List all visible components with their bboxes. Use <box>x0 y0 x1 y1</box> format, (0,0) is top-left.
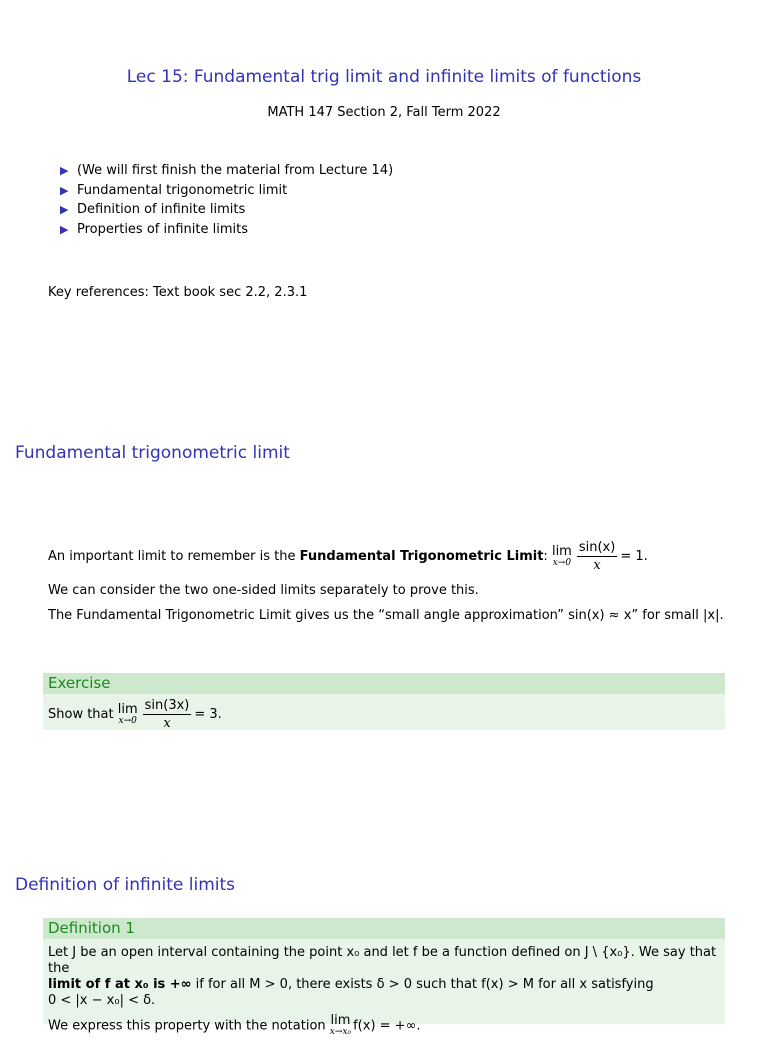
bullet-triangle-icon: ▶ <box>60 164 69 177</box>
one-sided-limits-note: We can consider the two one-sided limits separately to prove this. <box>48 583 479 598</box>
limit-operator: lim x→x₀ <box>329 1013 352 1037</box>
definition-line: Let J be an open interval containing the point x₀ and let f be a function defined on J \ {x₀}. We say that the <box>48 945 717 976</box>
definition-notation-line: We express this property with the notation lim x→x₀ f(x) = +∞. <box>48 1013 421 1037</box>
outline-item: ▶ Properties of infinite limits <box>60 220 393 240</box>
section-heading-trig-limit: Fundamental trigonometric limit <box>15 443 290 463</box>
exercise-body: Show that lim x→0 $\frac{\sin(3x)}{x}$ = 3. <box>48 698 222 731</box>
outline-item: ▶ Fundamental trigonometric limit <box>60 181 393 201</box>
bullet-triangle-icon: ▶ <box>60 222 69 236</box>
small-angle-note: The Fundamental Trigonometric Limit gives us the “small angle approximation” sin(x) ≈ x” for small |x|. <box>48 608 724 623</box>
fraction: $\frac{\sin(3x)}{x}$ <box>144 698 190 731</box>
section-heading-infinite-limits: Definition of infinite limits <box>15 875 235 895</box>
definition-line: limit of f at x₀ is +∞ if for all M > 0, there exists δ > 0 such that f(x) > M for all x satisfying <box>48 977 654 992</box>
limit-operator: lim x→0 <box>551 543 572 568</box>
exercise-block <box>43 673 725 730</box>
outline-item: ▶ Definition of infinite limits <box>60 200 393 220</box>
lecture-title: Lec 15: Fundamental trig limit and infinite limits of functions <box>126 67 642 87</box>
course-subtitle: MATH 147 Section 2, Fall Term 2022 <box>267 105 501 120</box>
bullet-triangle-icon: ▶ <box>60 203 69 216</box>
definition-line: 0 < |x − x₀| < δ. <box>48 993 156 1008</box>
fraction: $\frac{\sin(x)}{x}$ <box>578 540 616 573</box>
trig-limit-statement: An important limit to remember is the Fundamental Trigonometric Limit: lim x→0 $\frac{\sin(x)}{x}$ = 1. <box>48 540 648 573</box>
outline-item: ▶ (We will first finish the material from Lecture 14) <box>60 161 393 181</box>
definition-block <box>43 918 725 1037</box>
definition-body <box>43 939 725 1043</box>
definition-title: Definition 1 <box>43 918 725 939</box>
limit-operator: lim x→0 <box>117 701 138 726</box>
bullet-triangle-icon: ▶ <box>60 183 69 197</box>
exercise-title: Exercise <box>43 673 725 694</box>
outline-list <box>60 161 393 239</box>
key-references: Key references: Text book sec 2.2, 2.3.1 <box>48 285 308 300</box>
